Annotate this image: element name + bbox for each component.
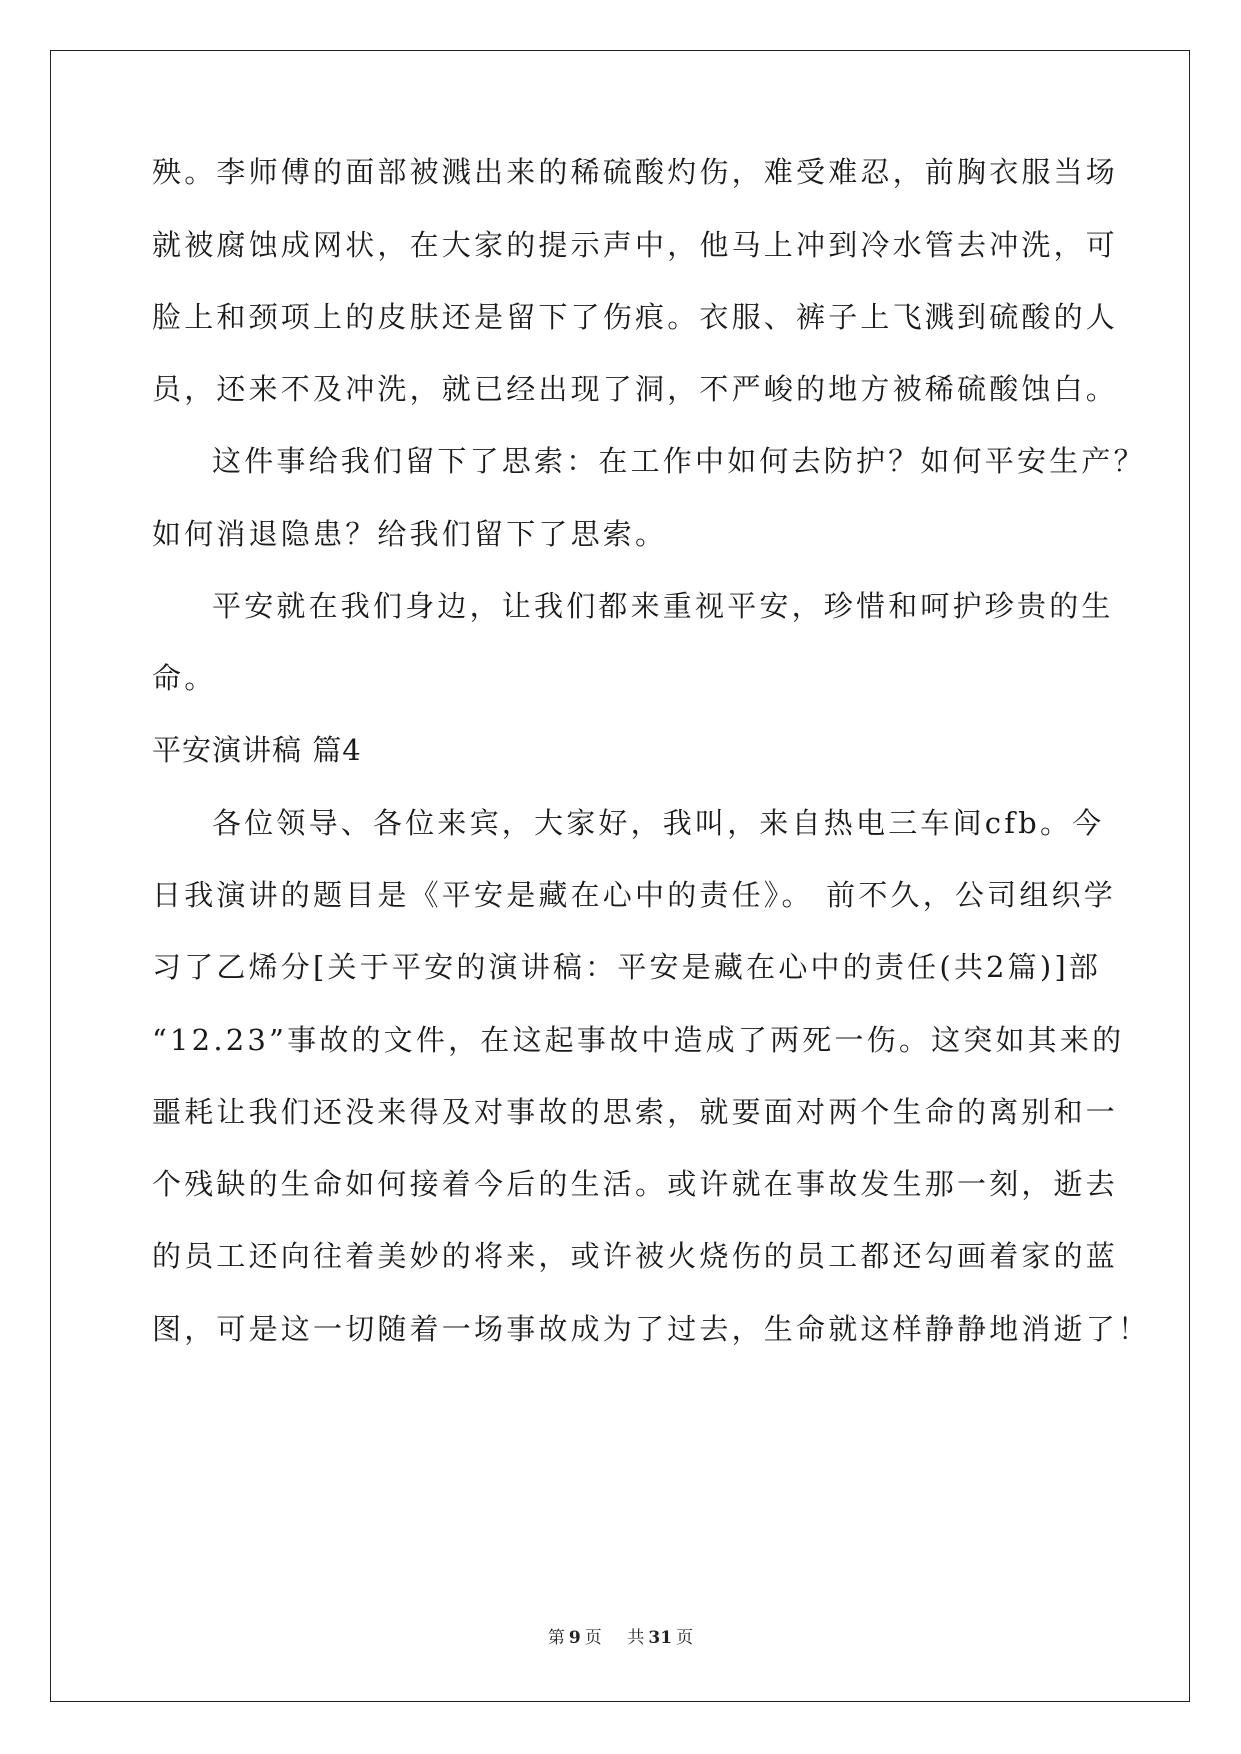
section-heading: 平安演讲稿 篇4 — [152, 733, 362, 767]
body-line: 如何消退隐患？给我们留下了思索。 — [152, 517, 668, 551]
body-line: 就被腐蚀成网状，在大家的提示声中，他马上冲到冷水管去冲洗，可 — [152, 228, 1119, 262]
footer-total-prefix: 共 — [627, 1628, 645, 1648]
total-pages-number: 31 — [648, 1628, 673, 1648]
footer-total-suffix: 页 — [676, 1628, 694, 1648]
body-line: 平安就在我们身边，让我们都来重视平安，珍惜和呵护珍贵的生 — [212, 589, 1114, 623]
body-line: 脸上和颈项上的皮肤还是留下了伤痕。衣服、裤子上飞溅到硫酸的人 — [152, 300, 1119, 334]
page-footer — [0, 1623, 1241, 1648]
body-line: 习了乙烯分[关于平安的演讲稿：平安是藏在心中的责任(共2篇)]部 — [152, 950, 1102, 984]
body-line: 殃。李师傅的面部被溅出来的稀硫酸灼伤，难受难忍，前胸衣服当场 — [152, 155, 1119, 189]
body-line: 员，还来不及冲洗，就已经出现了洞，不严峻的地方被稀硫酸蚀白。 — [152, 372, 1119, 406]
body-line: 各位领导、各位来宾，大家好，我叫，来自热电三车间cfb。今 — [212, 806, 1105, 840]
body-line: 这件事给我们留下了思索：在工作中如何去防护？如何平安生产？ — [212, 444, 1146, 478]
body-line: 图，可是这一切随着一场事故成为了过去，生命就这样静静地消逝了！ — [152, 1312, 1151, 1346]
body-line: 日我演讲的题目是《平安是藏在心中的责任》。 前不久，公司组织学 — [152, 878, 1116, 912]
footer-prefix: 第 — [547, 1628, 565, 1648]
body-line: 噩耗让我们还没来得及对事故的思索，就要面对两个生命的离别和一 — [152, 1095, 1119, 1129]
body-line: 个残缺的生命如何接着今后的生活。或许就在事故发生那一刻，逝去 — [152, 1167, 1119, 1201]
body-line: “12.23”事故的文件，在这起事故中造成了两死一伤。这突如其来的 — [152, 1023, 1125, 1057]
body-line: 的员工还向往着美妙的将来，或许被火烧伤的员工都还勾画着家的蓝 — [152, 1239, 1119, 1273]
body-line: 命。 — [152, 661, 217, 695]
current-page-number: 9 — [568, 1628, 581, 1648]
footer-page-word: 页 — [584, 1628, 602, 1648]
